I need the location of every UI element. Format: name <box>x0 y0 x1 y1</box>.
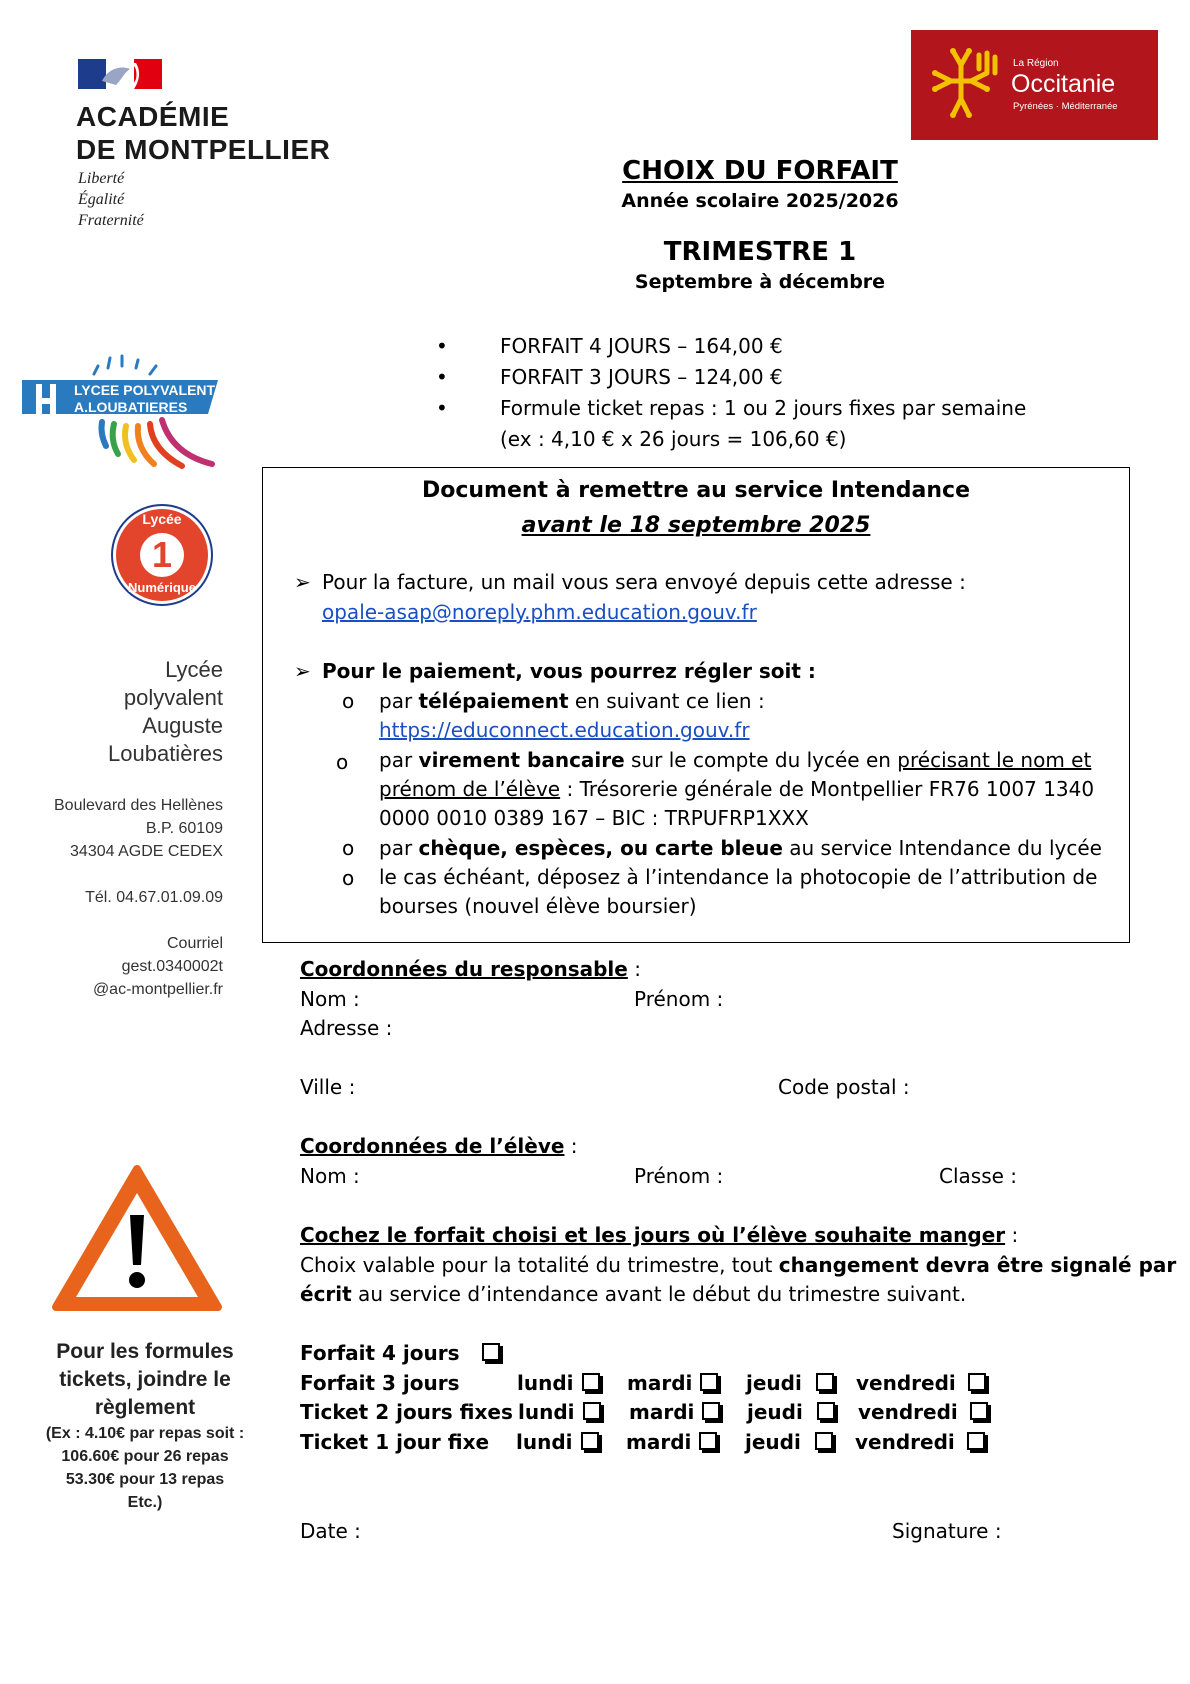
responsable-prenom-label[interactable]: Prénom : <box>634 987 724 1011</box>
lycee-logo-text2: A.LOUBATIERES <box>74 399 188 415</box>
forfait-list <box>436 331 1026 455</box>
text: Coordonnées du responsable <box>300 957 628 981</box>
school-name-line: Auguste <box>142 713 223 738</box>
devise-liberte: Liberté <box>78 170 125 187</box>
warning-title-line: règlement <box>94 1396 196 1419</box>
day-label: vendredi <box>856 1371 956 1395</box>
date-label[interactable]: Date : <box>300 1519 361 1543</box>
eleve-prenom-label[interactable]: Prénom : <box>634 1164 724 1188</box>
warning-example-line: (Ex : 4.10€ par repas soit : <box>45 1425 245 1442</box>
responsable-cp-label[interactable]: Code postal : <box>778 1075 910 1099</box>
day-jeudi <box>746 1371 834 1395</box>
warning-example-line: 53.30€ pour 13 repas <box>65 1471 225 1488</box>
region-sub: Pyrénées · Méditerranée <box>1013 101 1118 112</box>
day-label: lundi <box>517 1371 574 1395</box>
virement-line3: 0000 0010 0389 167 – BIC : TRPUFRP1XXX <box>379 806 809 830</box>
checkbox-f3-vendredi[interactable] <box>968 1373 986 1391</box>
day-vendredi <box>856 1371 986 1395</box>
paiement-option-virement <box>379 748 1107 772</box>
circle-bullet-icon: o <box>336 750 349 774</box>
day-jeudi <box>745 1430 833 1454</box>
forfait-text: Formule ticket repas : 1 ou 2 jours fixes par semaine <box>500 396 1027 420</box>
forfait-item <box>436 362 1026 393</box>
devise-fraternite: Fraternité <box>78 212 144 229</box>
text: Choix valable pour la totalité du trimestre, tout <box>300 1253 779 1277</box>
text: : <box>627 957 641 981</box>
choix-line1 <box>300 1253 1176 1277</box>
warning-icon <box>50 1163 224 1313</box>
day-label: mardi <box>629 1400 695 1424</box>
warning-example-line: 106.60€ pour 26 repas <box>61 1448 229 1465</box>
occitan-cross-icon <box>921 43 1003 128</box>
day-lundi <box>517 1371 600 1395</box>
badge-number: 1 <box>151 534 173 575</box>
circle-bullet-icon: o <box>342 866 355 890</box>
day-mardi <box>627 1371 718 1395</box>
day-lundi <box>516 1430 599 1454</box>
arrow-icon: ➢ <box>294 570 311 594</box>
text: au service Intendance du lycée <box>782 836 1102 860</box>
address-line: B.P. 60109 <box>145 820 223 837</box>
school-address <box>20 794 223 1001</box>
text: sur le compte du lycée en <box>624 748 898 772</box>
academie-name <box>76 100 330 166</box>
bullet-icon: • <box>436 365 448 389</box>
day-label: mardi <box>627 1371 693 1395</box>
text-bold: changement devra être signalé par <box>778 1253 1177 1277</box>
lycee-logo-text1: LYCEE POLYVALENT <box>74 382 216 398</box>
academie-line2: DE MONTPELLIER <box>76 134 331 165</box>
text: Cochez le forfait choisi et les jours où l’élève souhaite manger <box>300 1223 1006 1247</box>
region-small: La Région <box>1013 58 1059 69</box>
responsable-adresse-label[interactable]: Adresse : <box>300 1016 393 1040</box>
text: Coordonnées de l’élève <box>300 1134 565 1158</box>
forfait-example-text: (ex : 4,10 € x 26 jours = 106,60 €) <box>500 427 847 451</box>
school-name-line: Loubatières <box>108 741 223 766</box>
virement-line2 <box>379 777 1094 801</box>
option-forfait-4 <box>300 1341 500 1365</box>
day-label: jeudi <box>745 1430 801 1454</box>
text-bold: chèque, espèces, ou carte bleue <box>418 836 783 860</box>
forfait-item <box>436 393 1026 424</box>
day-mardi <box>629 1400 720 1424</box>
option-label: Forfait 4 jours <box>300 1341 460 1365</box>
marianne-logo <box>78 59 162 89</box>
day-label: jeudi <box>747 1400 803 1424</box>
day-mardi <box>626 1430 717 1454</box>
day-label: vendredi <box>855 1430 955 1454</box>
day-label: jeudi <box>746 1371 802 1395</box>
checkbox-t2-mardi[interactable] <box>702 1402 720 1420</box>
checkbox-t1-lundi[interactable] <box>581 1432 599 1450</box>
box-heading: Document à remettre au service Intendance <box>421 478 971 503</box>
warning-title-line: Pour les formules <box>56 1340 234 1363</box>
forfait-item <box>436 331 1026 362</box>
school-year: Année scolaire 2025/2026 <box>621 190 899 212</box>
warning-example-line: Etc.) <box>127 1494 163 1511</box>
responsable-ville-label[interactable]: Ville : <box>300 1075 356 1099</box>
day-label: vendredi <box>858 1400 958 1424</box>
bourses-line2: bourses (nouvel élève boursier) <box>379 894 697 918</box>
region-name: Occitanie <box>1011 70 1116 98</box>
badge-top-text: Lycée <box>142 511 182 527</box>
text: : Trésorerie générale de Montpellier FR76 1007 1340 <box>560 777 1095 801</box>
text-underline: précisant le nom et <box>897 748 1092 772</box>
text-bold: écrit <box>300 1282 352 1306</box>
paiement-title: Pour le paiement, vous pourrez régler soit : <box>322 659 816 683</box>
checkbox-t2-jeudi[interactable] <box>817 1402 835 1420</box>
text: par <box>379 689 419 713</box>
school-name <box>20 656 223 768</box>
choix-line2 <box>300 1282 966 1306</box>
option-ticket-1-label: Ticket 1 jour fixe <box>300 1430 490 1454</box>
mail-line: Courriel <box>166 935 223 952</box>
eleve-title <box>300 1134 578 1158</box>
text-bold: virement bancaire <box>418 748 625 772</box>
box-deadline: avant le 18 septembre 2025 <box>521 513 871 538</box>
mail-line: @ac-montpellier.fr <box>92 981 223 998</box>
warning-text <box>30 1338 260 1514</box>
address-line: 34304 AGDE CEDEX <box>70 843 223 860</box>
checkbox-f3-lundi[interactable] <box>582 1373 600 1391</box>
eleve-classe-label[interactable]: Classe : <box>939 1164 1018 1188</box>
circle-bullet-icon: o <box>342 689 355 713</box>
devise <box>78 168 144 231</box>
lycee-numerique-badge <box>106 504 218 606</box>
responsable-nom-label[interactable]: Nom : <box>300 987 360 1011</box>
devise-egalite: Égalité <box>78 191 125 208</box>
day-label: lundi <box>518 1400 575 1424</box>
responsable-title <box>300 957 641 981</box>
facture-text: Pour la facture, un mail vous sera envoyé depuis cette adresse : <box>322 570 966 594</box>
checkbox-t1-jeudi[interactable] <box>815 1432 833 1450</box>
text: par <box>379 748 419 772</box>
school-name-line: Lycée <box>165 657 223 682</box>
occitanie-logo <box>911 30 1158 140</box>
school-name-line: polyvalent <box>123 685 223 710</box>
bullet-icon: • <box>436 396 448 420</box>
day-jeudi <box>747 1400 835 1424</box>
text-bold: télépaiement <box>418 689 569 713</box>
day-vendredi <box>858 1400 988 1424</box>
signature-label[interactable]: Signature : <box>892 1519 1002 1543</box>
checkbox-t1-vendredi[interactable] <box>967 1432 985 1450</box>
checkbox-t2-lundi[interactable] <box>583 1402 601 1420</box>
text: par <box>379 836 419 860</box>
text: en suivant ce lien : <box>568 689 765 713</box>
trimestre-period: Septembre à décembre <box>634 271 886 293</box>
arrow-icon: ➢ <box>294 659 311 683</box>
educonnect-link[interactable]: https://educonnect.education.gouv.fr <box>379 718 750 742</box>
day-lundi <box>518 1400 601 1424</box>
text: au service d’intendance avant le début du trimestre suivant. <box>351 1282 967 1306</box>
forfait-text: FORFAIT 4 JOURS – 164,00 € <box>500 334 783 358</box>
paiement-option-tele <box>379 689 765 713</box>
text: : <box>564 1134 578 1158</box>
checkbox-forfait-4[interactable] <box>482 1343 500 1361</box>
paiement-option-cheque <box>379 836 1102 860</box>
address-line: Boulevard des Hellènes <box>54 797 223 814</box>
checkbox-f3-mardi[interactable] <box>700 1373 718 1391</box>
day-vendredi <box>855 1430 985 1454</box>
page-title: CHOIX DU FORFAIT <box>622 156 898 186</box>
circle-bullet-icon: o <box>342 836 355 860</box>
facture-email-link[interactable]: opale-asap@noreply.phm.education.gouv.fr <box>322 600 757 624</box>
option-forfait-3-label: Forfait 3 jours <box>300 1371 460 1395</box>
eleve-nom-label[interactable]: Nom : <box>300 1164 360 1188</box>
school-phone: Tél. 04.67.01.09.09 <box>85 889 223 906</box>
text: : <box>1005 1223 1019 1247</box>
badge-bottom-text: Numérique <box>128 580 196 595</box>
warning-title-line: tickets, joindre le <box>59 1368 231 1391</box>
bullet-icon: • <box>436 334 448 358</box>
day-label: mardi <box>626 1430 692 1454</box>
forfait-text: FORFAIT 3 JOURS – 124,00 € <box>500 365 783 389</box>
day-label: lundi <box>516 1430 573 1454</box>
cochez-title <box>300 1223 1018 1247</box>
checkbox-f3-jeudi[interactable] <box>816 1373 834 1391</box>
mail-line: gest.0340002t <box>121 958 223 975</box>
checkbox-t2-vendredi[interactable] <box>970 1402 988 1420</box>
text-underline: prénom de l’élève <box>379 777 561 801</box>
academie-line1: ACADÉMIE <box>76 101 230 132</box>
trimestre-title: TRIMESTRE 1 <box>663 237 857 267</box>
lycee-loubatieres-logo <box>22 354 222 472</box>
option-ticket-2-label: Ticket 2 jours fixes <box>300 1400 513 1424</box>
bourses-line1: le cas échéant, déposez à l’intendance la photocopie de l’attribution de <box>379 865 1098 889</box>
checkbox-t1-mardi[interactable] <box>699 1432 717 1450</box>
forfait-example <box>436 424 1026 455</box>
